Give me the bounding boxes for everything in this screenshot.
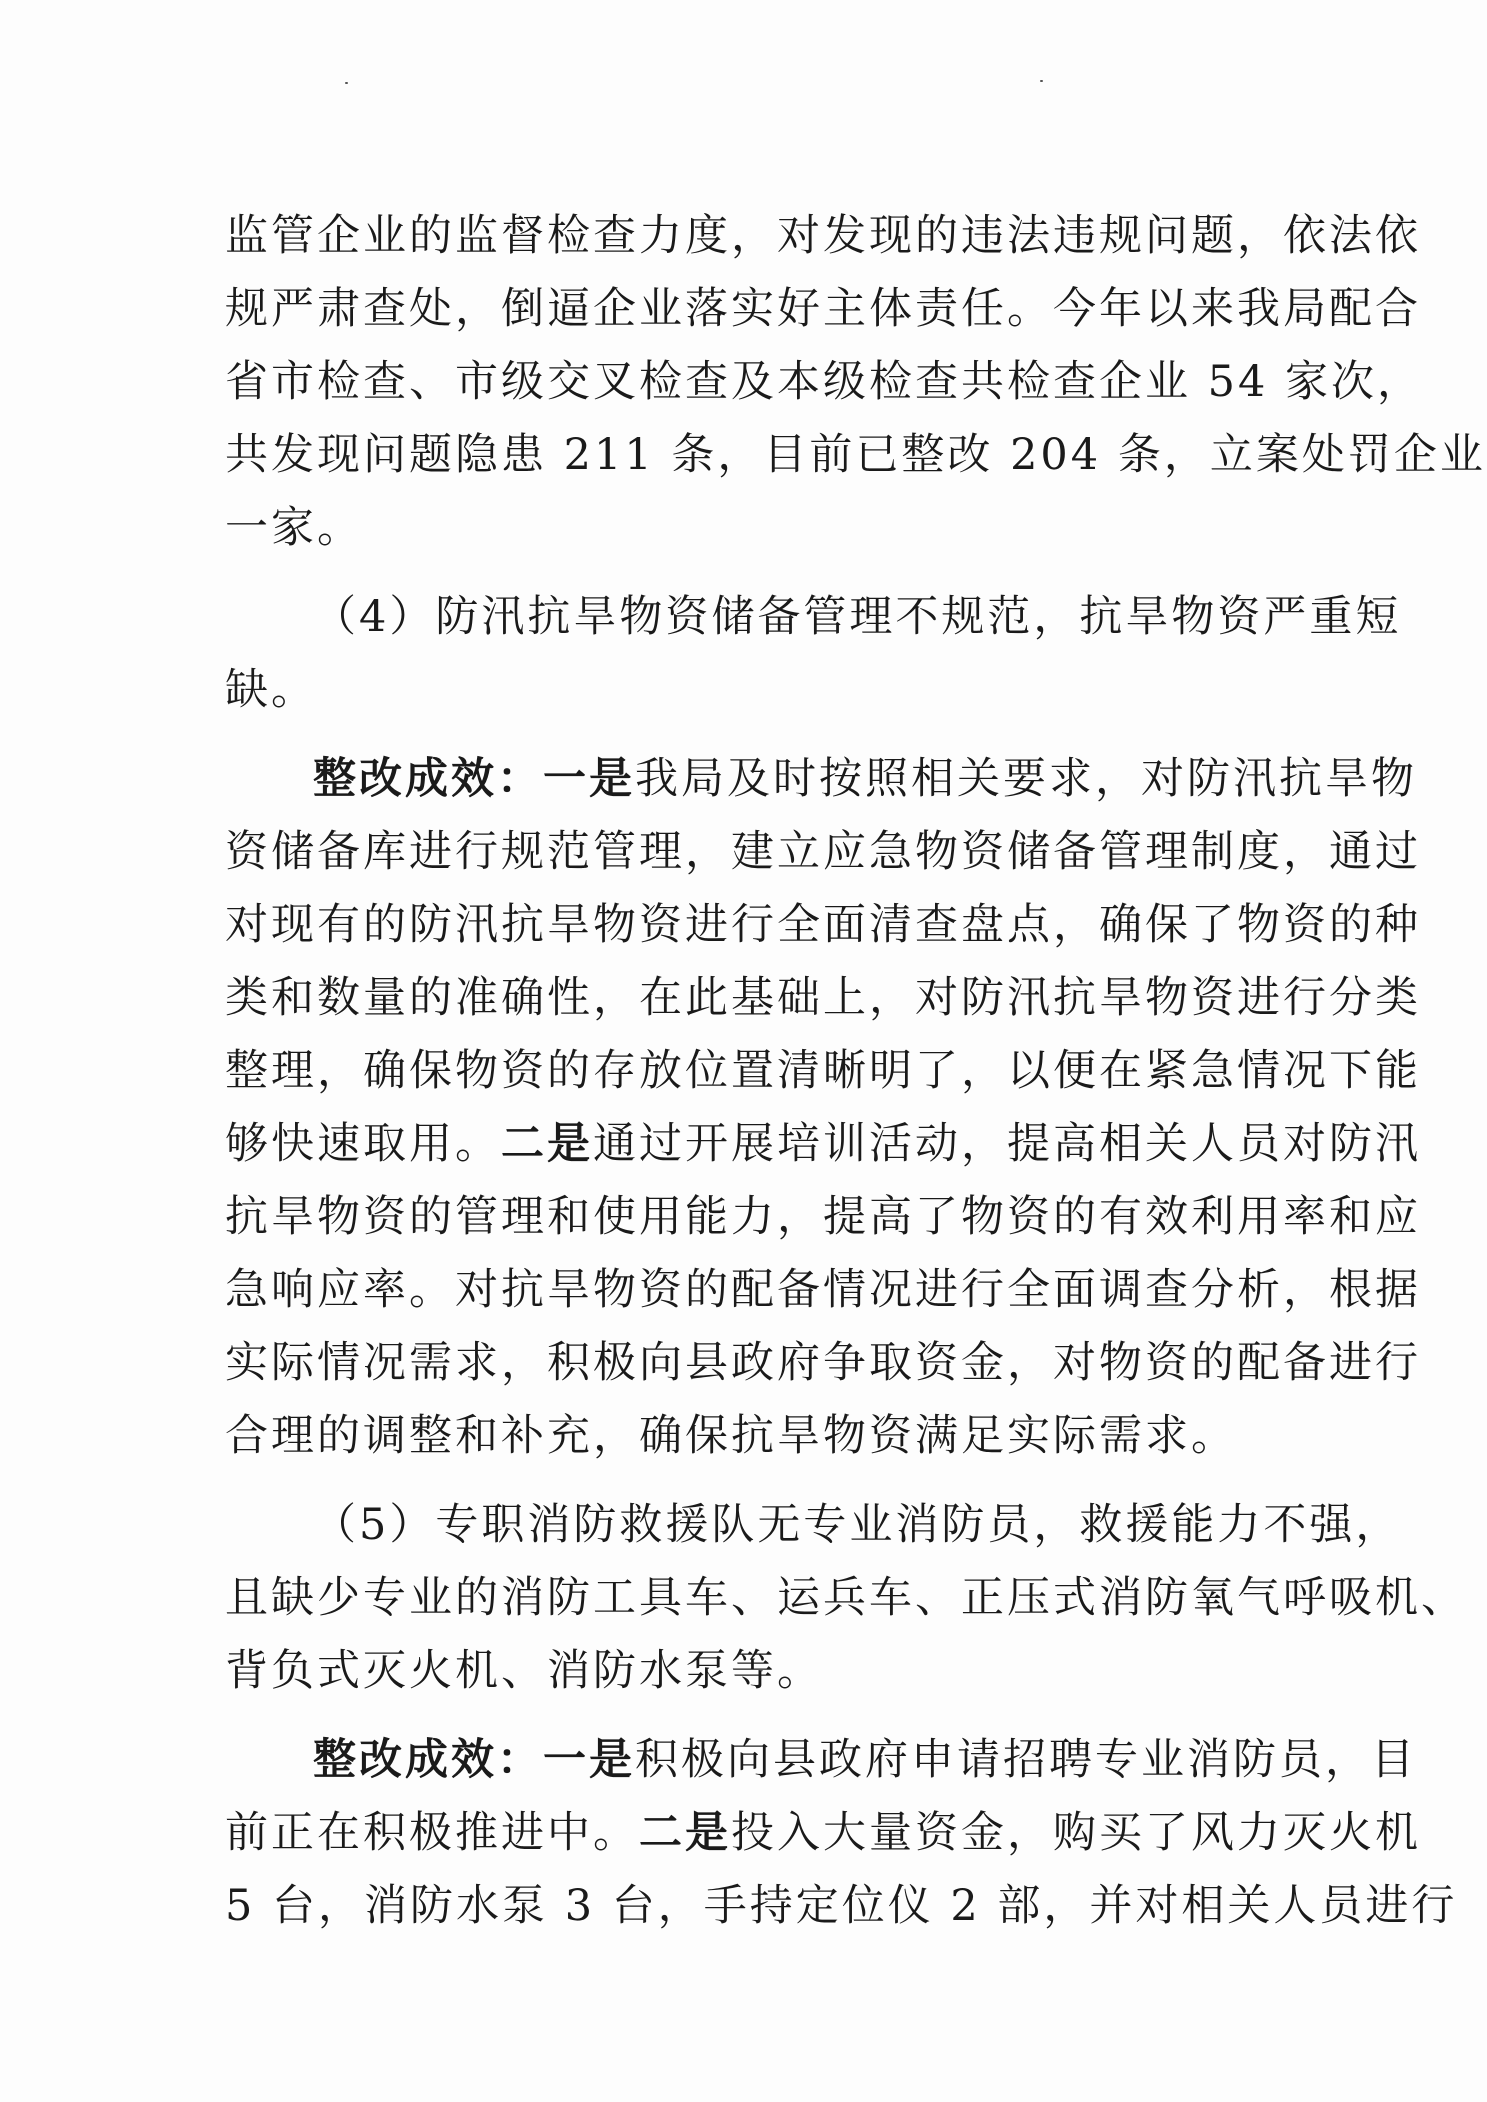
- text-run: 前正在积极推进中。: [225, 1808, 639, 1858]
- rectification-lead: 整改成效：: [313, 754, 543, 804]
- text-line: 实际情况需求，积极向县政府争取资金，对物资的配备进行: [225, 1338, 1421, 1388]
- text-line: 规严肃查处，倒逼企业落实好主体责任。今年以来我局配合: [225, 284, 1421, 334]
- point-label-second: 二是: [639, 1808, 731, 1858]
- text-run: 积极向县政府申请招聘专业消防员，目: [635, 1735, 1417, 1785]
- text-line: [225, 1108, 1421, 1181]
- point-label-second: 二是: [501, 1119, 593, 1169]
- text-line: 抗旱物资的管理和使用能力，提高了物资的有效利用率和应: [225, 1192, 1421, 1242]
- item-4-rectification: [225, 743, 1421, 1473]
- text-line: 对现有的防汛抗旱物资进行全面清查盘点，确保了物资的种: [225, 900, 1421, 950]
- text-line: 5 台，消防水泵 3 台，手持定位仪 2 部，并对相关人员进行: [225, 1881, 1458, 1931]
- text-line: [225, 1797, 1421, 1870]
- paragraph-continuation: [225, 200, 1486, 565]
- point-label-first: 一是: [543, 1735, 635, 1785]
- text-line: [225, 743, 1417, 816]
- text-line: 缺。: [225, 665, 317, 715]
- text-line: 整理，确保物资的存放位置清晰明了，以便在紧急情况下能: [225, 1046, 1421, 1096]
- text-line: （4）防汛抗旱物资储备管理不规范，抗旱物资严重短: [313, 592, 1402, 642]
- item-5-rectification: [225, 1724, 1458, 1943]
- point-label-first: 一是: [543, 754, 635, 804]
- text-line: 急响应率。对抗旱物资的配备情况进行全面调查分析，根据: [225, 1265, 1421, 1315]
- text-line: 且缺少专业的消防工具车、运兵车、正压式消防氧气呼吸机、: [225, 1573, 1467, 1623]
- text-line: 类和数量的准确性，在此基础上，对防汛抗旱物资进行分类: [225, 973, 1421, 1023]
- text-line: [225, 1724, 1417, 1797]
- text-line: （5）专职消防救援队无专业消防员，救援能力不强，: [313, 1500, 1402, 1550]
- text-line: 合理的调整和补充，确保抗旱物资满足实际需求。: [225, 1411, 1237, 1461]
- text-line: 背负式灭火机、消防水泵等。: [225, 1646, 823, 1696]
- rectification-lead: 整改成效：: [313, 1735, 543, 1785]
- text-line: 资储备库进行规范管理，建立应急物资储备管理制度，通过: [225, 827, 1421, 877]
- text-line: 一家。: [225, 503, 363, 553]
- text-run: 通过开展培训活动，提高相关人员对防汛: [593, 1119, 1421, 1169]
- text-run: 投入大量资金，购买了风力灭火机: [731, 1808, 1421, 1858]
- text-run: 够快速取用。: [225, 1119, 501, 1169]
- text-line: 省市检查、市级交叉检查及本级检查共检查企业 54 家次，: [225, 357, 1424, 407]
- scan-speck: [1040, 80, 1043, 82]
- item-5-problem: [225, 1489, 1467, 1708]
- scan-speck: [345, 82, 348, 84]
- text-run: 我局及时按照相关要求，对防汛抗旱物: [635, 754, 1417, 804]
- item-4-problem: [225, 581, 1402, 727]
- text-line: 监管企业的监督检查力度，对发现的违法违规问题，依法依: [225, 211, 1421, 261]
- document-body: [225, 200, 1486, 1943]
- text-line: 共发现问题隐患 211 条，目前已整改 204 条，立案处罚企业: [225, 430, 1486, 480]
